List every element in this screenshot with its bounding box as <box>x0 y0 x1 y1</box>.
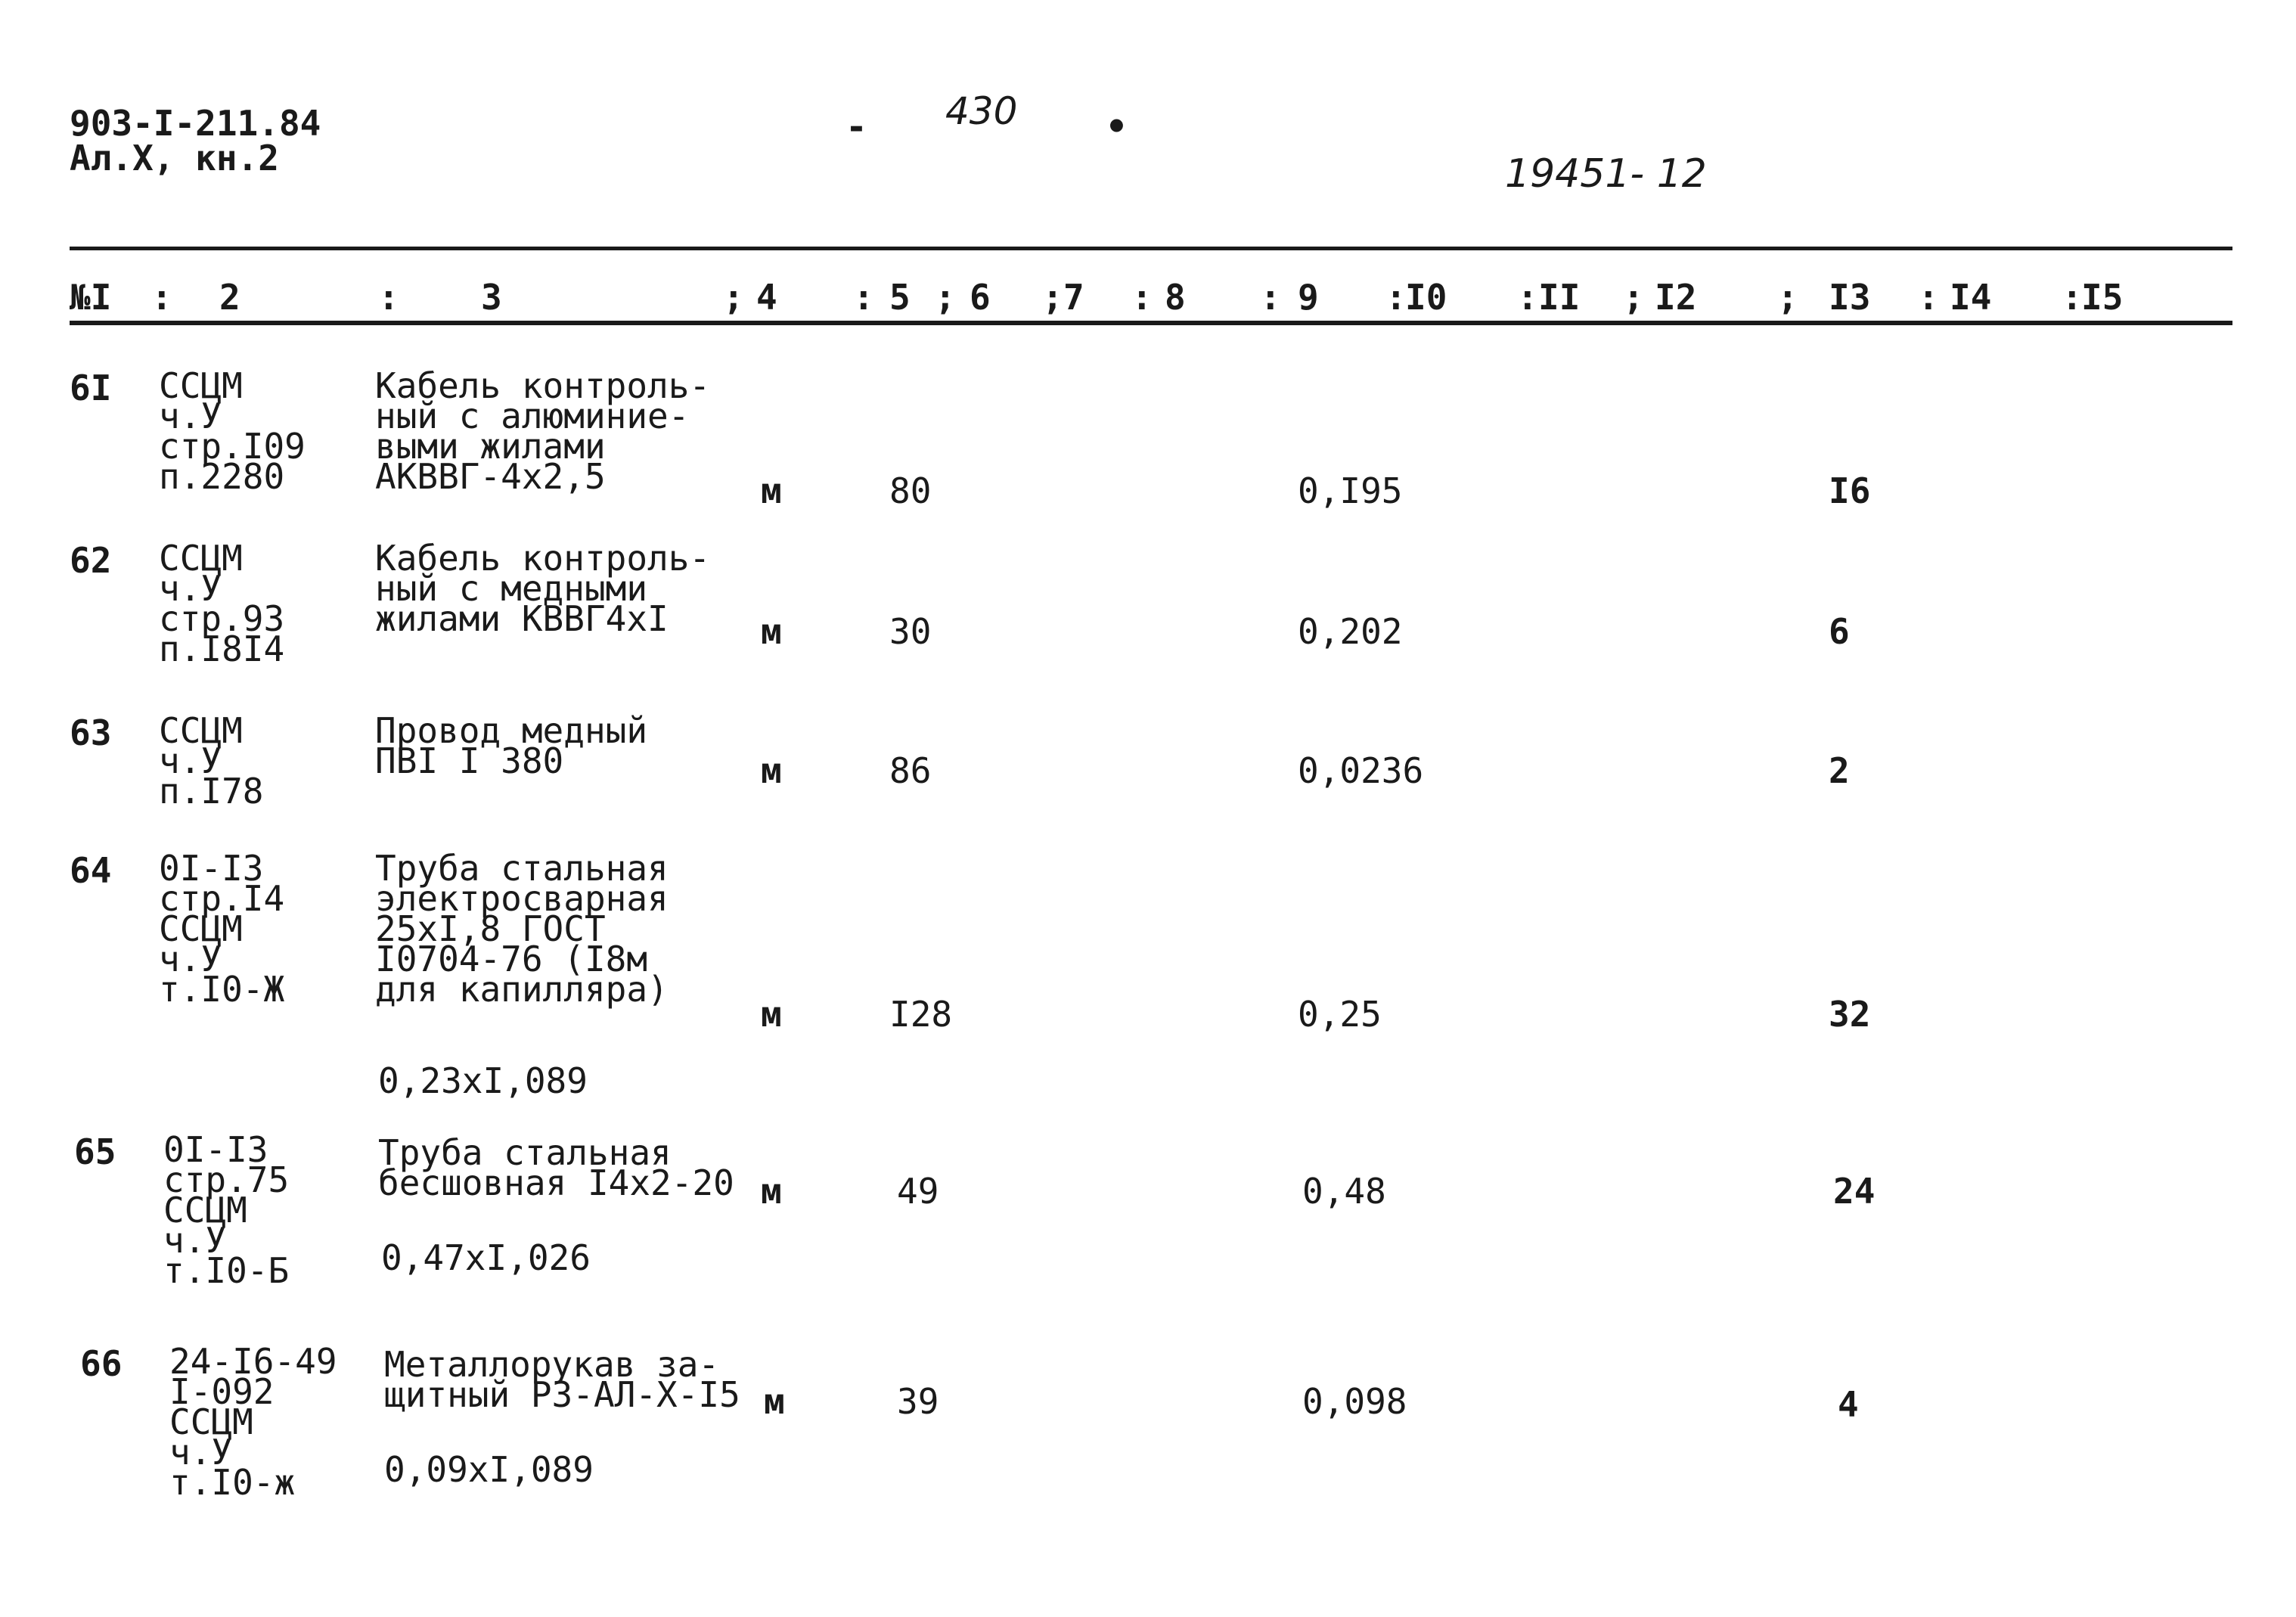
row-name: Труба стальная бесшовная I4х2-20 <box>378 1132 734 1203</box>
row-col9: 0,202 <box>1298 611 1403 652</box>
col-header-5: 5 <box>889 277 911 318</box>
document-code: 903-I-211.84 Ал.X, кн.2 <box>70 103 321 178</box>
row-number: 6I <box>70 368 112 408</box>
col-header-6: 6 <box>970 277 991 318</box>
row-col13: 32 <box>1829 994 1871 1035</box>
row-number: 66 <box>80 1343 123 1384</box>
col-separator: : <box>1260 277 1281 318</box>
col-separator: ; <box>935 277 956 318</box>
row-unit: м <box>761 1171 782 1212</box>
row-name: Кабель контроль- ный с алюминие- выми жилами АКВВГ-4х2,5 <box>375 365 711 497</box>
col-header-10: I0 <box>1405 277 1447 318</box>
row-quantity: 39 <box>897 1381 939 1422</box>
row-col13: 4 <box>1838 1384 1859 1425</box>
row-col13: 2 <box>1829 750 1850 791</box>
row-reference: 0I-I3 стр.I4 ССЦМ ч.У т.I0-Ж <box>159 848 285 1010</box>
col-header-3: 3 <box>481 277 502 318</box>
col-separator: : <box>1131 277 1153 318</box>
page-number: 430 <box>945 89 1018 133</box>
row-col13: 6 <box>1829 611 1850 652</box>
col-separator: ; <box>1042 277 1063 318</box>
row-col9: 0,48 <box>1302 1171 1386 1212</box>
row-reference: ССЦМ ч.У стр.93 п.I8I4 <box>159 538 285 669</box>
row-unit: м <box>761 470 782 511</box>
row-col9: 0,098 <box>1302 1381 1407 1422</box>
row-quantity: 49 <box>897 1171 939 1212</box>
row-quantity: 80 <box>889 470 932 511</box>
col-separator: : <box>2062 277 2083 318</box>
row-name: Труба стальная электросварная 25хI,8 ГОСТ I0704-76 (I8м для капилляра) <box>375 848 669 1010</box>
row-unit: м <box>761 611 782 652</box>
col-separator: : <box>1517 277 1538 318</box>
row-col9: 0,I95 <box>1298 470 1403 511</box>
row-reference: ССЦМ ч.У стр.I09 п.2280 <box>159 365 306 497</box>
row-name: Металлорукав за- щитный РЗ-АЛ-Х-I5 <box>384 1344 740 1415</box>
row-reference: 24-I6-49 I-092 ССЦМ ч.У т.I0-ж <box>169 1341 337 1503</box>
header-rule <box>70 321 2232 325</box>
col-header-14: I4 <box>1950 277 1992 318</box>
row-quantity: 30 <box>889 611 932 652</box>
row-quantity: 86 <box>889 750 932 791</box>
row-quantity: I28 <box>889 994 953 1035</box>
col-header-9: 9 <box>1298 277 1319 318</box>
row-unit: м <box>761 994 782 1035</box>
row-col13: 24 <box>1833 1171 1876 1212</box>
col-separator: ; <box>1777 277 1798 318</box>
col-header-15: I5 <box>2081 277 2124 318</box>
row-unit: м <box>764 1381 785 1422</box>
col-header-7: 7 <box>1063 277 1084 318</box>
row-name: Кабель контроль- ный с медными жилами КВВГ4хI <box>375 538 711 639</box>
col-separator: ; <box>1623 277 1644 318</box>
col-separator: : <box>378 277 399 318</box>
row-col9: 0,0236 <box>1298 750 1424 791</box>
col-header-13: I3 <box>1829 277 1871 318</box>
row-col9: 0,25 <box>1298 994 1382 1035</box>
col-separator: ; <box>723 277 744 318</box>
row-number: 63 <box>70 712 112 753</box>
col-separator: : <box>1918 277 1939 318</box>
row-number: 62 <box>70 540 112 581</box>
registration-number: 19451- 12 <box>1505 151 1707 197</box>
row-name: Провод медный ПВI I 380 <box>375 710 648 781</box>
row-note: 0,47хI,026 <box>381 1237 591 1278</box>
col-header-2: 2 <box>219 277 240 318</box>
row-reference: ССЦМ ч.У п.I78 <box>159 710 264 812</box>
page-dash: - <box>845 106 867 148</box>
col-header-12: I2 <box>1655 277 1697 318</box>
row-col13: I6 <box>1829 470 1871 511</box>
col-header-11: II <box>1538 277 1581 318</box>
col-header-1: №I <box>70 277 112 318</box>
row-number: 64 <box>70 850 112 891</box>
row-number: 65 <box>74 1131 116 1172</box>
col-header-4: 4 <box>756 277 777 318</box>
col-separators: : <box>151 277 172 318</box>
page-dot: • <box>1106 106 1128 148</box>
col-header-8: 8 <box>1165 277 1186 318</box>
row-reference: 0I-I3 стр.75 ССЦМ ч.У т.I0-Б <box>163 1129 290 1291</box>
row-unit: м <box>761 750 782 791</box>
top-rule <box>70 247 2232 250</box>
row-note: 0,09хI,089 <box>384 1449 594 1490</box>
row-note: 0,23хI,089 <box>378 1060 588 1101</box>
col-separator: : <box>853 277 874 318</box>
col-separator: : <box>1385 277 1407 318</box>
